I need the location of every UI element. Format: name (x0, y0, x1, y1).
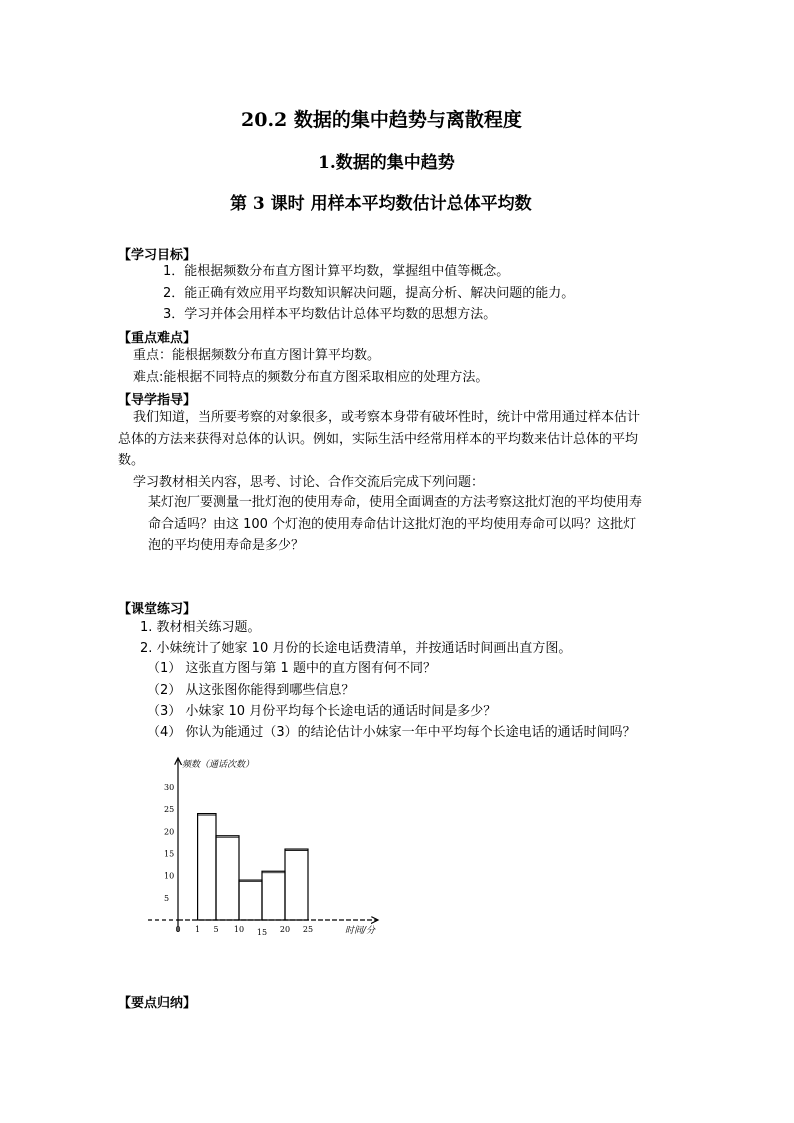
problem-line: 命合适吗？由这 100 个灯泡的使用寿命估计这批灯泡的平均使用寿命可以吗？这批灯 (148, 517, 637, 532)
guide-instruction: 学习教材相关内容，思考、讨论、合作交流后完成下列问题： (133, 475, 485, 490)
practice-question: （2） 从这张图你能得到哪些信息？ (147, 683, 355, 698)
practice-item: 2. 小妹统计了她家 10 月份的长途电话费清单，并按通话时间画出直方图。 (140, 641, 572, 656)
problem-line: 泡的平均使用寿命是多少？ (148, 538, 305, 553)
key-item: 重点：能根据频数分布直方图计算平均数。 (133, 348, 381, 363)
guide-paragraph-line: 我们知道，当所要考察的对象很多，或考察本身带有破坏性时，统计中常用通过样本估计 (133, 410, 641, 425)
practice-item: 1. 教材相关练习题。 (140, 620, 261, 635)
key-heading: 【重点难点】 (118, 331, 197, 346)
practice-question: （3） 小妹家 10 月份平均每个长途电话的通话时间是多少？ (147, 704, 497, 719)
problem-line: 某灯泡厂要测量一批灯泡的使用寿命，使用全面调查的方法考察这批灯泡的平均使用寿 (148, 495, 643, 510)
y-tick-label: 20 (164, 827, 175, 837)
x-tick-label: 0 (175, 925, 181, 934)
y-tick-label: 30 (164, 783, 175, 792)
subtitle: 1.数据的集中趋势 (318, 153, 455, 173)
lesson-title: 第 3 课时 用样本平均数估计总体平均数 (230, 194, 532, 214)
y-tick-label: 25 (164, 805, 175, 815)
guide-heading: 【导学指导】 (118, 393, 197, 408)
practice-heading: 【课堂练习】 (118, 602, 197, 617)
x-axis-label: 时间/分 (345, 926, 376, 936)
y-tick-label: 15 (164, 849, 175, 859)
summary-heading: 【要点归纳】 (118, 996, 197, 1011)
goals-heading: 【学习目标】 (118, 248, 197, 263)
goal-item: 1．能根据频数分布直方图计算平均数，掌握组中值等概念。 (163, 264, 510, 279)
histogram-chart (140, 750, 400, 945)
y-axis-label: 频数（通话次数） (182, 760, 255, 770)
goal-item: 2．能正确有效应用平均数知识解决问题，提高分析、解决问题的能力。 (163, 286, 575, 301)
y-tick-label: 5 (164, 893, 170, 903)
key-item: 难点:能根据不同特点的频数分布直方图采取相应的处理方法。 (133, 370, 489, 385)
goal-item: 3．学习并体会用样本平均数估计总体平均数的思想方法。 (163, 307, 497, 322)
x-tick-label: 25 (302, 925, 314, 934)
x-tick-label: 1 (195, 925, 201, 934)
x-tick-label: 5 (213, 925, 219, 934)
guide-paragraph-line: 数。 (118, 453, 145, 468)
histogram-bar (239, 880, 262, 920)
main-title: 20.2 数据的集中趋势与离散程度 (241, 109, 522, 131)
x-tick-label: 20 (279, 925, 291, 934)
histogram-bar (216, 836, 239, 920)
practice-question: （1） 这张直方图与第 1 题中的直方图有何不同？ (147, 661, 436, 676)
histogram-bar (262, 871, 285, 920)
histogram-bar (198, 814, 216, 920)
x-tick-label: 10 (233, 925, 245, 934)
guide-paragraph-line: 总体的方法来获得对总体的认识。例如，实际生活中经常用样本的平均数来估计总体的平均 (118, 432, 639, 447)
histogram-bar (285, 849, 308, 920)
y-tick-label: 10 (164, 871, 175, 881)
x-tick-label: 15 (256, 928, 268, 937)
practice-question: （4） 你认为能通过（3）的结论估计小妹家一年中平均每个长途电话的通话时间吗？ (147, 725, 636, 740)
